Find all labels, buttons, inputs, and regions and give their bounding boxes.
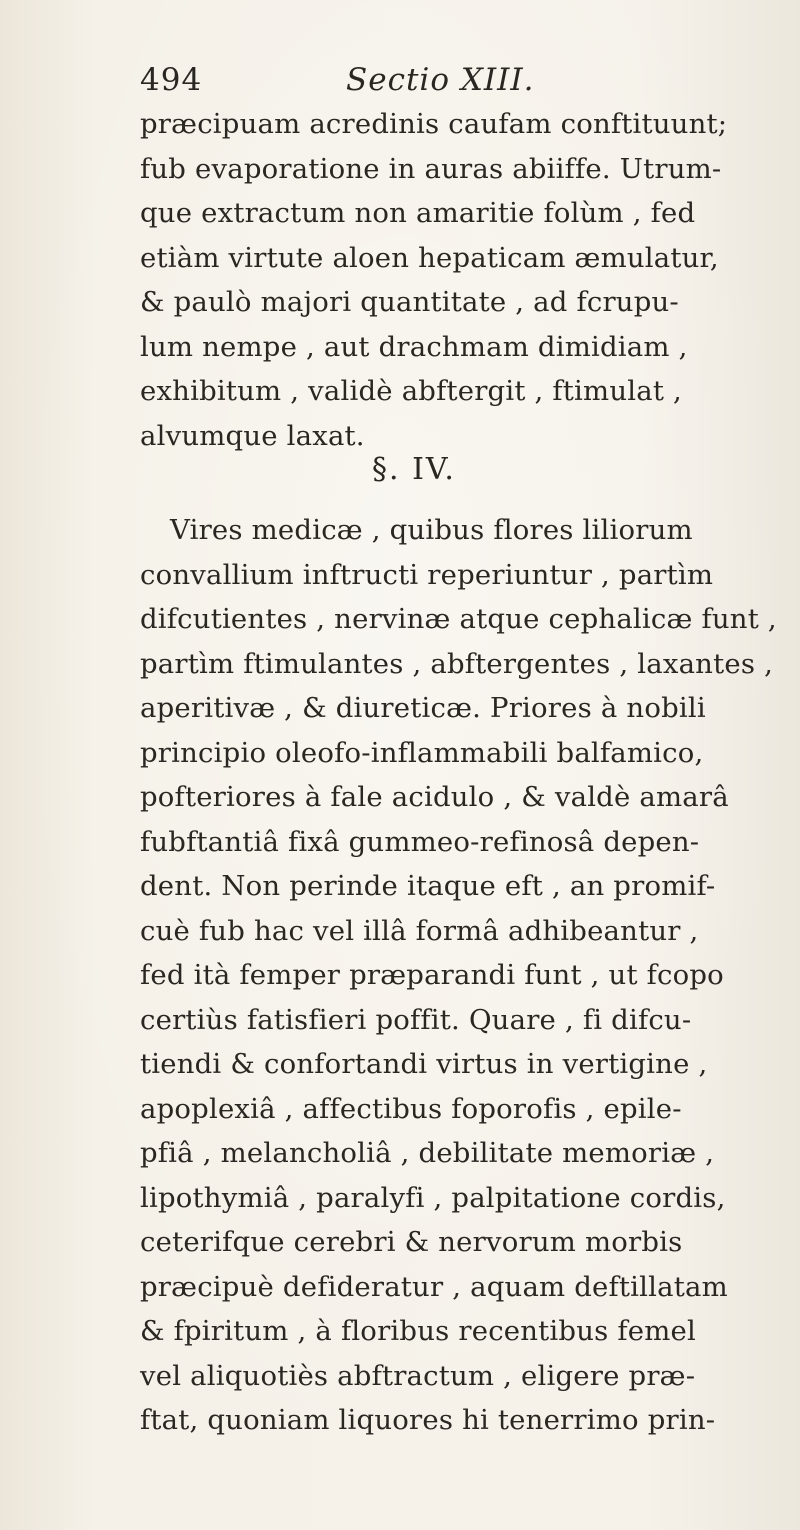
text-line: apoplexiâ , affectibus foporofis , epile- (140, 1092, 682, 1125)
text-line: alvumque laxat. (140, 419, 365, 452)
text-line: que extractum non amaritie folùm , fed (140, 197, 696, 229)
paragraph-section-iv (140, 508, 777, 1443)
text-line: lipothymiâ , paralyfi , palpitatione cordis, (140, 1181, 726, 1214)
text-line: exhibitum , validè abftergit , ftimulat , (140, 375, 682, 407)
paragraph-continuation (140, 102, 728, 458)
text-line: vel aliquotiès abftractum , eligere præ- (140, 1359, 696, 1392)
text-line: lum nempe , aut drachmam dimidiam , (140, 330, 688, 363)
text-line: ftat, quoniam liquores hi tenerrimo prin- (140, 1404, 716, 1436)
text-line: ceterifque cerebri & nervorum morbis (140, 1226, 683, 1258)
text-line: cuè fub hac vel illâ formâ adhibeantur , (140, 914, 699, 947)
text-line: principio oleofo-inflammabili balfamico, (140, 736, 704, 769)
text-line: certiùs fatisfieri poffit. Quare , fi difcu- (140, 1003, 692, 1036)
text-line: fed ità femper præparandi funt , ut fcopo (140, 959, 724, 991)
text-line: præcipuè defideratur , aquam deftillatam (140, 1270, 728, 1303)
text-line: pofteriores à fale acidulo , & valdè amarâ (140, 781, 729, 813)
text-line: præcipuam acredinis caufam conftituunt; (140, 108, 728, 140)
text-line: difcutientes , nervinæ atque cephalicæ funt , (140, 603, 777, 635)
text-line: Vires medicæ , quibus flores liliorum (170, 514, 693, 546)
text-line: etiàm virtute aloen hepaticam æmulatur, (140, 241, 719, 274)
text-line: & fpiritum , à floribus recentibus femel (140, 1315, 696, 1347)
text-line: convallium inftructi reperiuntur , partìm (140, 558, 714, 591)
page-number: 494 (140, 62, 203, 98)
running-head: Sectio XIII. (346, 62, 535, 98)
section-heading: §. IV. (372, 452, 456, 487)
text-line: dent. Non perinde itaque eft , an promif- (140, 870, 716, 902)
text-line: fubftantiâ fixâ gummeo-refinosâ depen- (140, 825, 700, 858)
text-line: fub evaporatione in auras abiiffe. Utrum- (140, 152, 722, 185)
text-line: aperitivæ , & diureticæ. Priores à nobili (140, 692, 706, 724)
text-line: tiendi & confortandi virtus in vertigine , (140, 1048, 708, 1080)
page-header (140, 62, 660, 106)
text-line: partìm ftimulantes , abftergentes , laxantes , (140, 647, 774, 680)
text-line: pfiâ , melancholiâ , debilitate memoriæ , (140, 1137, 715, 1169)
text-line: & paulò majori quantitate , ad fcrupu- (140, 286, 679, 318)
